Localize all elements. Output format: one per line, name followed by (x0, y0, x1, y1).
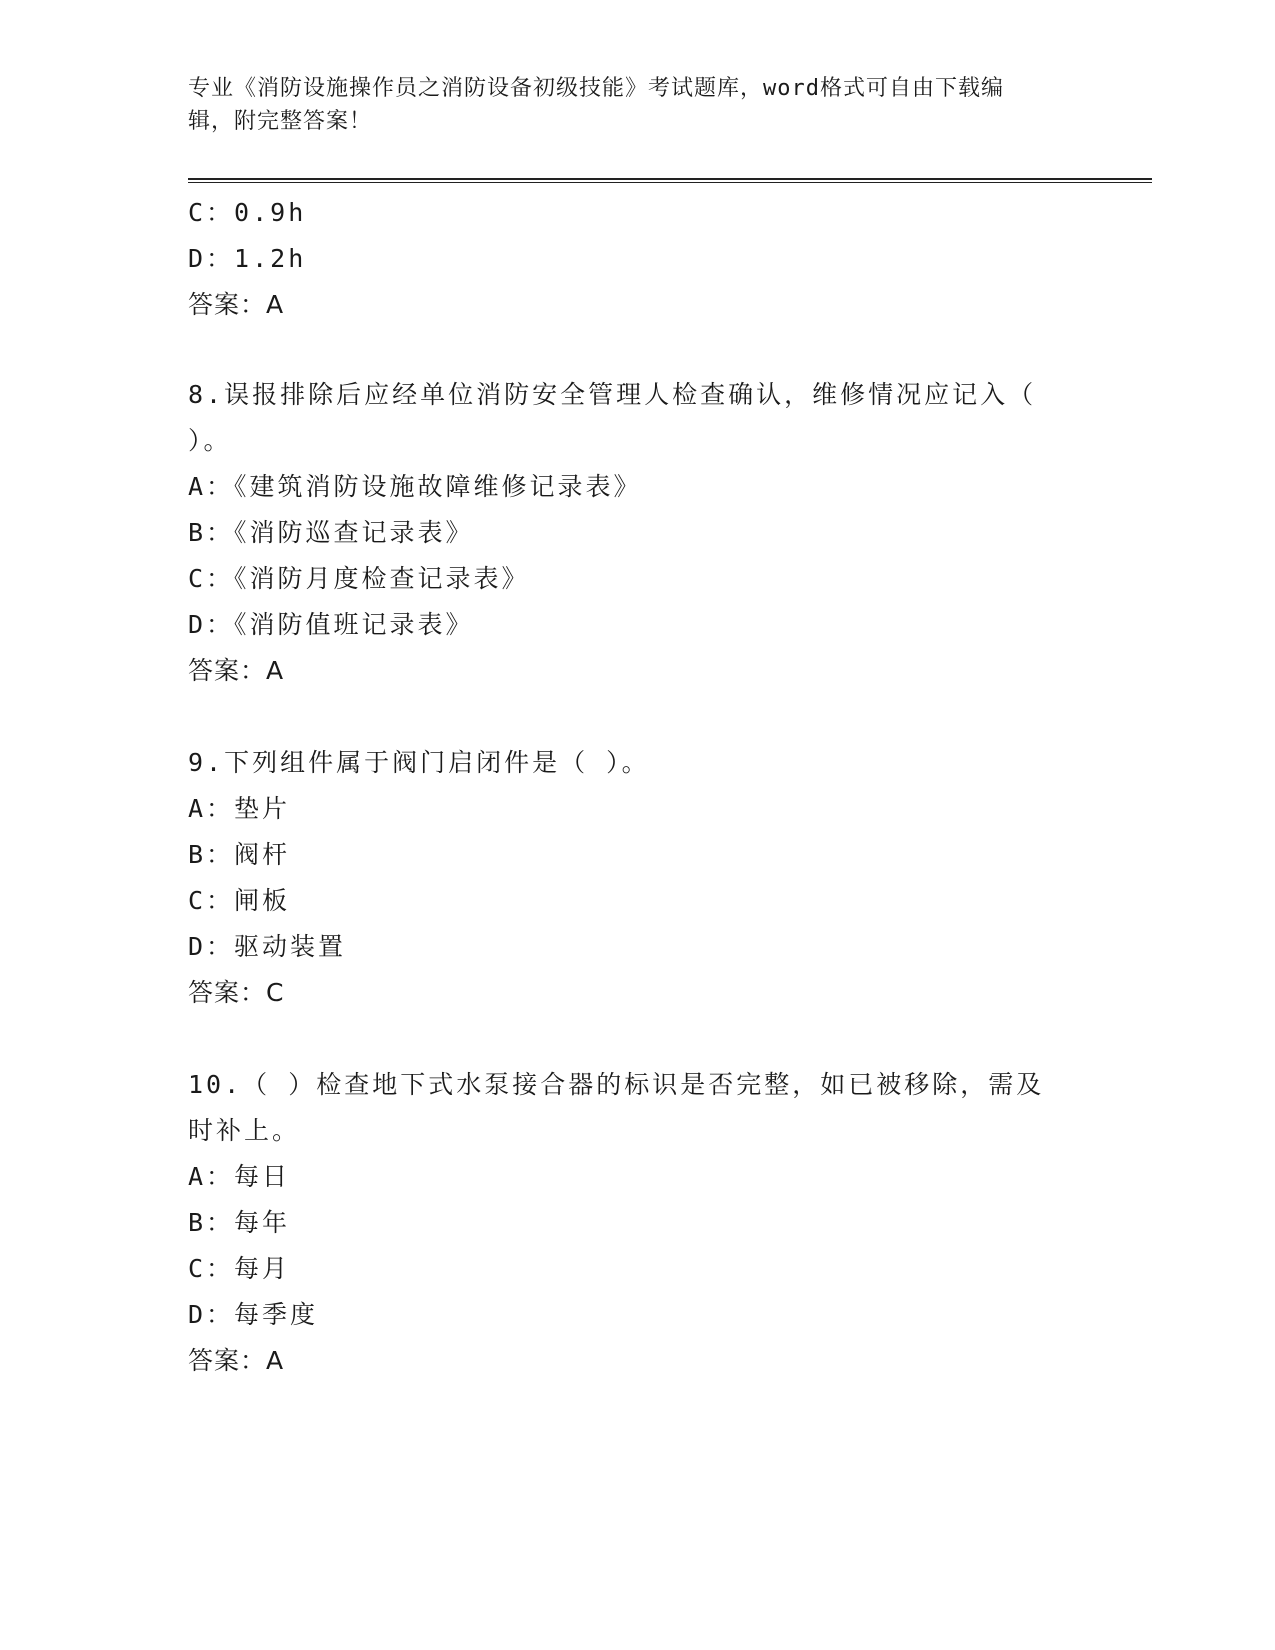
header-text-line-2: 辑，附完整答案！ (188, 109, 373, 134)
option-d: D：每季度 (188, 1300, 319, 1329)
option-c: C：闸板 (188, 886, 291, 915)
question-stem: 8.误报排除后应经单位消防安全管理人检查确认，维修情况应记入（ (188, 380, 1037, 409)
question-7-tail (188, 190, 1088, 328)
answer-line: 答案：A (188, 290, 285, 319)
question-stem: ）。 (188, 426, 232, 455)
option-d: D：《消防值班记录表》 (188, 610, 474, 639)
option-b: B：每年 (188, 1208, 291, 1237)
question-9 (188, 740, 1088, 1016)
option-c: C：0.9h (188, 198, 307, 227)
question-10 (188, 1062, 1088, 1384)
option-a: A：《建筑消防设施故障维修记录表》 (188, 472, 642, 501)
option-d: D：1.2h (188, 244, 307, 273)
option-a: A：每日 (188, 1162, 291, 1191)
question-8 (188, 372, 1088, 694)
answer-line: 答案：A (188, 1346, 285, 1375)
header-divider (188, 178, 1152, 183)
option-a: A：垫片 (188, 794, 291, 823)
question-stem: 10.（ ）检查地下式水泵接合器的标识是否完整，如已被移除，需及 (188, 1070, 1045, 1099)
document-header (188, 72, 1088, 138)
option-b: B：阀杆 (188, 840, 291, 869)
question-stem: 9.下列组件属于阀门启闭件是（ ）。 (188, 748, 650, 777)
document-body (188, 190, 1088, 1384)
option-d: D：驱动装置 (188, 932, 347, 961)
answer-line: 答案：C (188, 978, 285, 1007)
option-b: B：《消防巡查记录表》 (188, 518, 474, 547)
header-text-line-1: 专业《消防设施操作员之消防设备初级技能》考试题库，word格式可自由下载编 (188, 76, 1004, 101)
option-c: C：每月 (188, 1254, 291, 1283)
question-stem: 时补上。 (188, 1116, 301, 1145)
answer-line: 答案：A (188, 656, 285, 685)
option-c: C：《消防月度检查记录表》 (188, 564, 530, 593)
